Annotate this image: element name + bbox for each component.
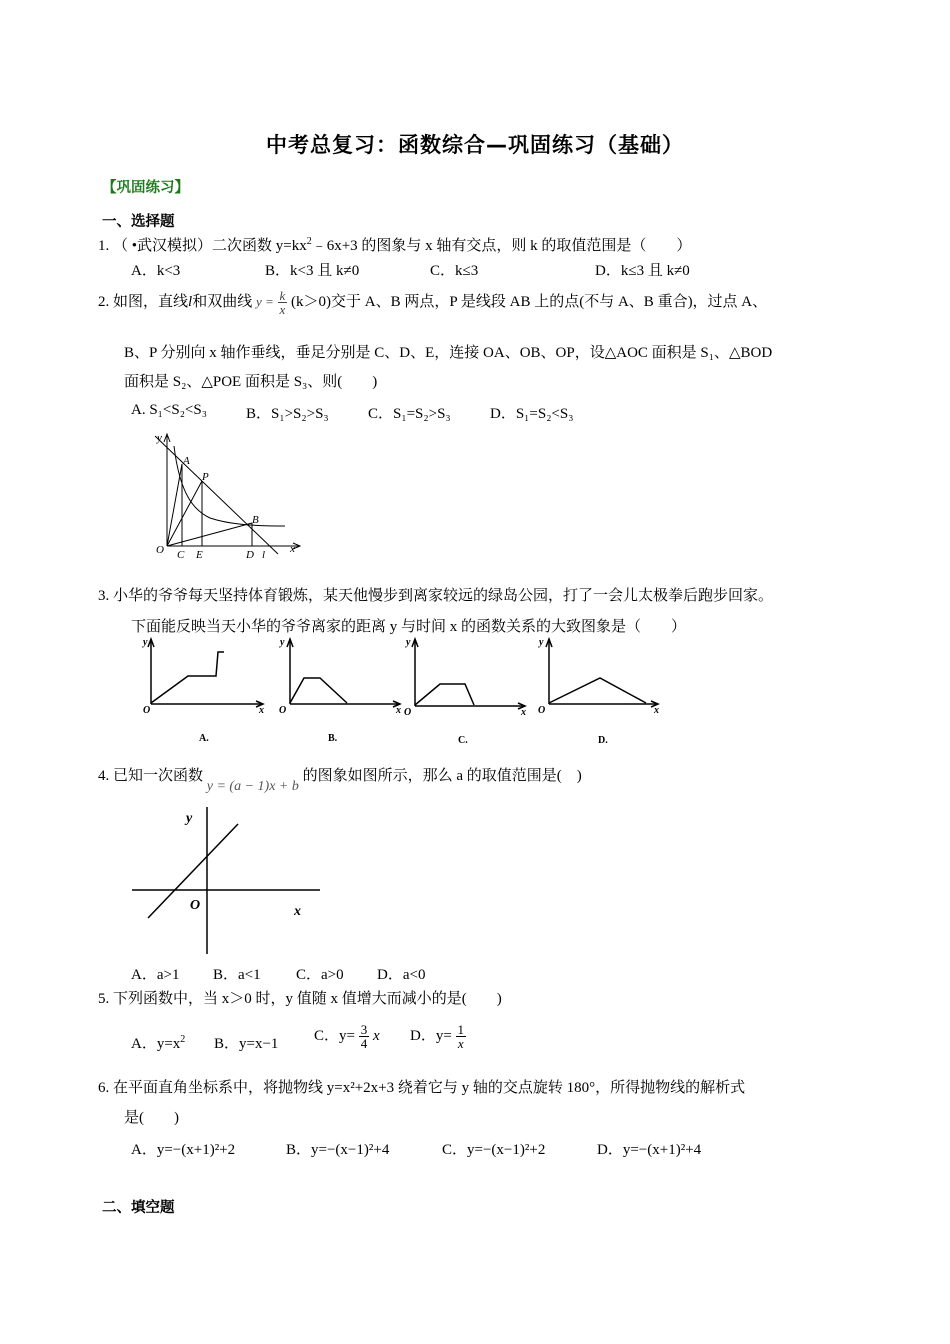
q4-option-c: C．a>0 [296,967,344,983]
q6-option-d: D．y=−(x+1)²+4 [597,1142,702,1158]
graph-a [148,639,263,707]
q1-option-c: C．k≤3 [430,263,479,279]
graph-b-o-label: O [279,705,287,716]
q5-option-a-text: A．y=x [131,1036,181,1052]
graph-d [546,639,658,707]
question-4-text-b: 的图象如图所示，那么 a 的取值范围是( ) [302,768,582,784]
graph-a-label: A. [199,733,209,744]
graph-a-o-label: O [143,705,151,716]
graph-d-y-label: y [539,637,544,648]
segment-ob [167,523,252,546]
fig-label-d: D [246,549,254,561]
q6-option-c: C．y=−(x−1)²+2 [442,1142,546,1158]
q4-option-d: D．a<0 [377,967,426,983]
page-title: 中考总复习：函数综合—巩固练习（基础） [266,133,684,157]
question-1-text-b: ﹣6x+3 的图象与 x 轴有交点，则 k 的取值范围是（ ） [311,238,692,254]
q2-option-d: D．S₁=S₂<S₃ [490,406,574,422]
question-2-text-c: (k＞0)交于 A、B 两点，P 是线段 AB 上的点(不与 A、B 重合)，过点 A、 [291,294,768,310]
q2-option-a: A. S₁<S₂<S₃ [131,402,207,418]
question-3-line-1: 小华的爷爷每天坚持体育锻炼，某天他慢步到离家较远的绿岛公园，打了一会儿太极拳后跑步回家。 [113,588,774,604]
fig-label-o: O [156,544,164,556]
q4-fig-o-label: O [190,898,201,913]
q5-option-b: B．y=x−1 [214,1036,279,1052]
question-1-sup: 2 [306,236,312,247]
fig-label-c: C [177,549,185,561]
question-number: 6. [98,1080,110,1096]
question-1 [98,234,691,255]
q5-option-c [314,1016,380,1056]
q1-option-a: A．k<3 [131,263,181,279]
fraction-denominator: 4 [360,1036,368,1052]
fig-label-x: x [290,543,295,555]
q2-figure [150,426,310,561]
graph-b-x-label: x [396,705,401,716]
q4-fig-y-label: y [186,811,193,826]
graph-d-x-label: x [654,705,659,716]
section-choice-header: 一、选择题 [102,214,175,230]
q5-option-d [410,1016,466,1056]
question-4 [98,764,582,794]
q1-option-b: B．k<3 且 k≠0 [265,263,360,279]
fig-label-b: B [252,514,259,526]
fig-label-l: l [262,549,266,561]
q2-option-b: B．S₁>S₂>S₃ [246,406,329,422]
graph-a-y-label: y [143,637,148,648]
segment-oa [167,464,182,546]
question-3 [98,584,773,605]
fraction-numerator: 3 [360,1022,368,1038]
fraction-3-over-4 [359,1023,370,1050]
fraction-numerator: 1 [457,1022,465,1038]
fraction-k-over-x [278,289,288,316]
q6-option-a: A．y=−(x+1)²+2 [131,1142,236,1158]
question-6-line-1: 在平面直角坐标系中，将抛物线 y=x²+2x+3 绕着它与 y 轴的交点旋转 180°，所得抛物线的解析式 [113,1080,746,1096]
graph-a-x-label: x [259,705,264,716]
q3-graphs [138,634,668,752]
question-1-text-a: （ •武汉模拟）二次函数 y=kx [113,238,307,254]
question-3-line-2: 下面能反映当天小华的爷爷离家的距离 y 与时间 x 的函数关系的大致图象是（ ） [131,619,687,635]
question-number: 3. [98,588,110,604]
question-2 [98,284,767,320]
question-number: 2. [98,294,110,310]
hyperbola-curve [174,446,285,526]
graph-c [412,639,525,709]
graph-d-o-label: O [538,705,546,716]
q5-option-c-text: C．y= [314,1028,355,1044]
question-2-line-3: 面积是 S₂、△POE 面积是 S₃、则( ) [124,374,378,390]
graph-c-x-label: x [521,707,526,718]
graph-b-y-label: y [280,637,285,648]
question-6 [98,1076,745,1097]
linear-equation: y = (a − 1)x + b [206,779,299,794]
question-6-line-2: 是( ) [124,1110,179,1126]
question-5-text: 下列函数中，当 x＞0 时，y 值随 x 值增大而减小的是( ) [113,991,502,1007]
line-l [155,436,278,554]
fig-label-e: E [196,549,203,561]
graph-c-y-label: y [406,637,411,648]
question-4-text-a: 已知一次函数 [113,768,204,784]
question-2-text-b: 和双曲线 [192,294,253,310]
q5-option-c-x: x [372,1028,380,1044]
q5-option-a-sup: 2 [180,1034,186,1045]
fraction-1-over-x [456,1023,467,1050]
question-2-text-a: 如图，直线 [113,294,189,310]
fraction-denominator: x [279,302,286,318]
question-number: 1. [98,238,110,254]
section-fill-header: 二、填空题 [102,1200,175,1216]
graph-d-label: D. [598,735,608,746]
q6-option-b: B．y=−(x−1)²+4 [286,1142,390,1158]
fig-label-a: A [183,455,190,467]
practice-header: 【巩固练习】 [102,180,189,196]
graph-c-o-label: O [404,707,412,718]
graph-c-label: C. [458,735,468,746]
line-l-symbol: l [188,294,193,310]
q2-option-c: C．S₁=S₂>S₃ [368,406,451,422]
fraction-numerator: k [279,288,286,304]
q1-option-d: D．k≤3 且 k≠0 [595,263,690,279]
question-2-line-2: B、P 分别向 x 轴作垂线，垂足分别是 C、D、E，连接 OA、OB、OP，设△AOC 面积是 S₁、△BOD [124,345,773,361]
fig-label-p: P [202,471,209,483]
q4-option-b: B．a<1 [213,967,261,983]
question-number: 4. [98,768,110,784]
q4-figure [128,802,328,957]
fraction-denominator: x [457,1036,464,1052]
q4-fig-x-label: x [294,904,301,919]
question-number: 5. [98,991,110,1007]
q4-option-a: A．a>1 [131,967,180,983]
q5-option-a [131,1032,185,1053]
question-5 [98,987,502,1008]
graph-b [287,639,400,707]
fig-label-y: y [157,432,162,444]
graph-b-label: B. [328,733,338,744]
equation-y: y = [255,294,274,309]
q5-option-d-text: D．y= [410,1028,452,1044]
